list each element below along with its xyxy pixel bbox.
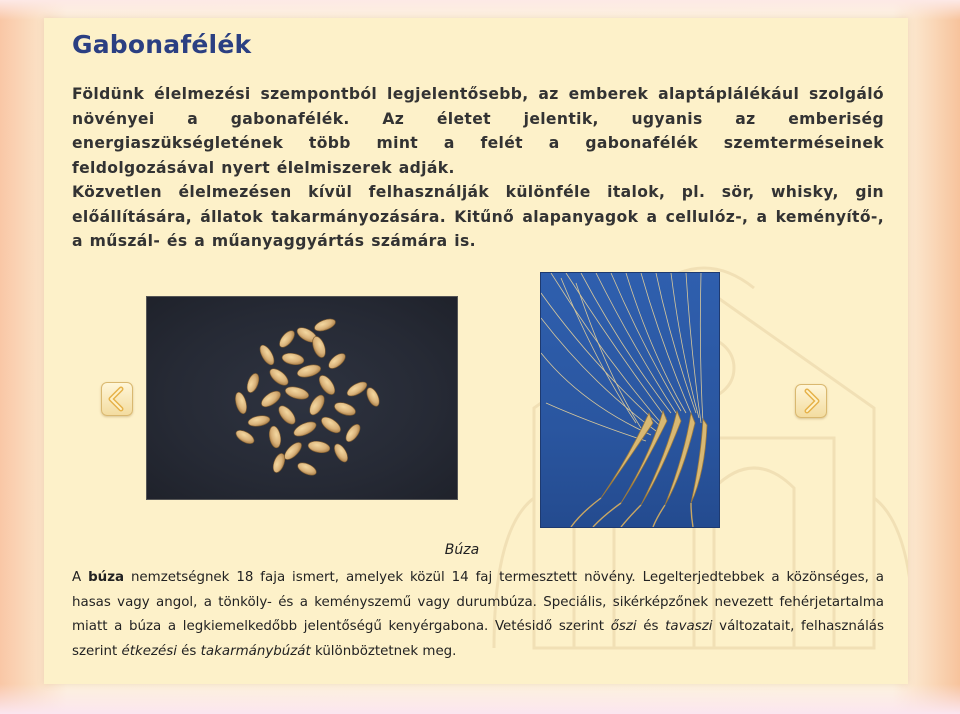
page-background-top bbox=[0, 0, 960, 20]
wheat-grains-image bbox=[147, 297, 457, 499]
intro-text bbox=[72, 82, 884, 254]
page-title: Gabonafélék bbox=[72, 30, 252, 59]
desc-text-5: és bbox=[176, 643, 201, 659]
wheat-ears-photo bbox=[540, 272, 720, 528]
next-image-button[interactable] bbox=[795, 384, 827, 418]
wheat-grains-photo bbox=[146, 296, 458, 500]
desc-text-2: nemzetségnek 18 faja ismert, amelyek közül 14 faj termesztett növény. Legelterjedtebbek a közönséges, a hasas vagy angol, a tönköly- és a keményszemű vagy durumbúza. Speciális, sikérképzőnek nevezett fehérjetartalma miatt a búza a legkiemelkedőbb jelentőségű kenyérgabona. Vetésidő szerint bbox=[72, 570, 884, 634]
chevron-left-icon bbox=[102, 383, 132, 415]
description-text bbox=[72, 566, 884, 664]
chevron-right-icon bbox=[796, 385, 826, 417]
intro-paragraph-2: Közvetlen élelmezésen kívül felhasználják különféle italok, pl. sör, whisky, gin előállítására, állatok takarmányozására. Kitűnő alapanyagok a cellulóz-, a keményítő-, a műszál- és a műanyaggyártás számára is. bbox=[72, 183, 884, 250]
desc-text-4: változatait, felhasználás szerint bbox=[72, 619, 884, 659]
desc-bold-term: búza bbox=[88, 570, 125, 585]
intro-paragraph-1: Földünk élelmezési szempontból legjelentősebb, az emberek alaptáplálékául szolgáló növényei a gabonafélék. Az életet jelentik, ugyanis az emberiség energiaszükségletének több mint a felét a gabonafélék szemterméseinek feldolgozásával nyert élelmiszerek adják. bbox=[72, 85, 884, 177]
page-background-bottom bbox=[0, 684, 960, 714]
desc-italic-term-2: tavaszi bbox=[665, 619, 713, 634]
desc-text-6: különböztetnek meg. bbox=[310, 643, 457, 659]
image-caption: Búza bbox=[444, 542, 480, 558]
desc-italic-term-4: takarmánybúzát bbox=[200, 643, 311, 659]
previous-image-button[interactable] bbox=[101, 382, 133, 416]
content-panel bbox=[44, 18, 908, 684]
desc-text-3: és bbox=[636, 619, 666, 634]
desc-italic-term-1: őszi bbox=[610, 619, 637, 634]
desc-text-1: A bbox=[72, 570, 89, 585]
wheat-ears-image bbox=[541, 273, 719, 527]
desc-italic-term-3: étkezési bbox=[121, 643, 177, 659]
